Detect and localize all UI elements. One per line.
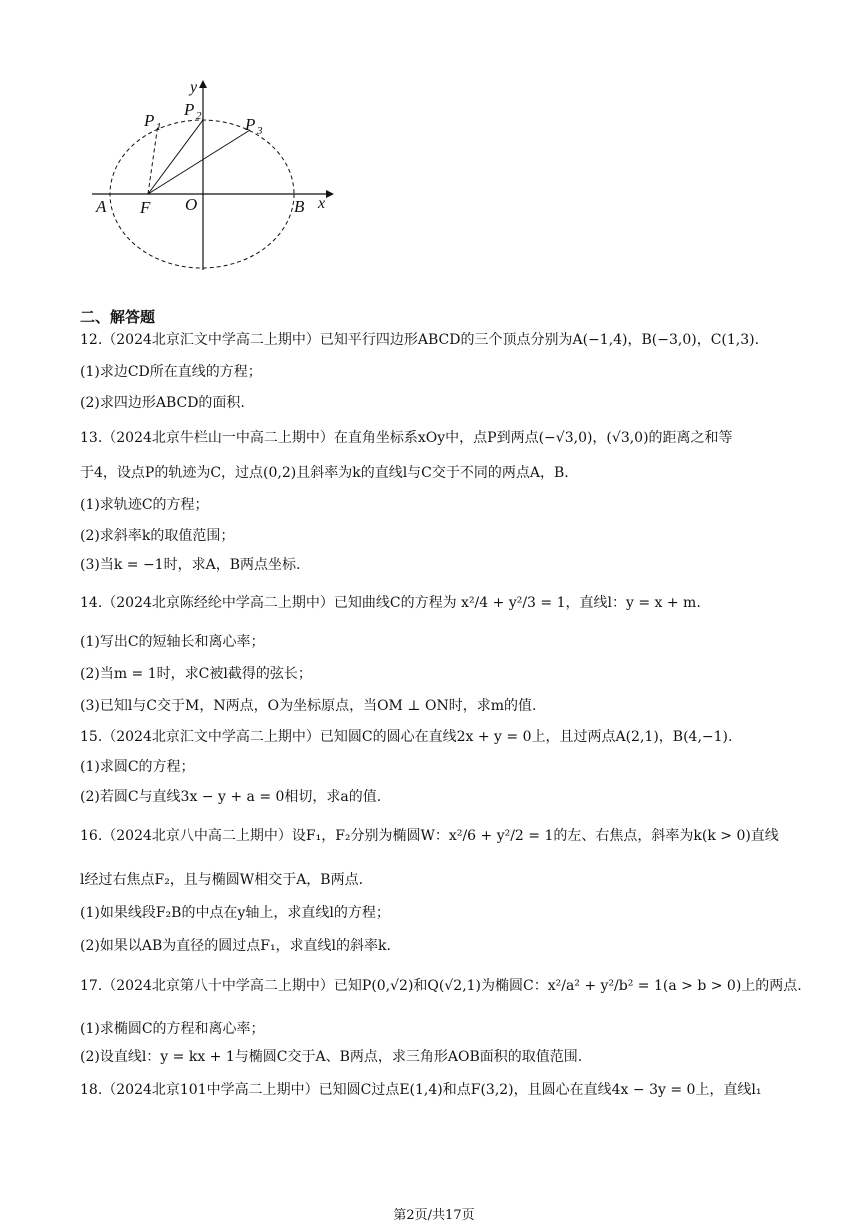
problem-line: (1)如果线段F₂B的中点在y轴上，求直线l的方程； bbox=[80, 905, 390, 921]
problem-line: 12.（2024北京汇文中学高二上期中）已知平行四边形ABCD的三个顶点分别为A(−1,4)，B(−3,0)，C(1,3). bbox=[80, 332, 760, 348]
label-f: F bbox=[140, 198, 151, 217]
problem-line: 15.（2024北京汇文中学高二上期中）已知圆C的圆心在直线2x + y = 0上，且过两点A(2,1)，B(4,−1). bbox=[80, 729, 733, 745]
y-axis-arrow bbox=[199, 80, 207, 88]
label-p1: P bbox=[144, 111, 155, 130]
problem-line: 13.（2024北京牛栏山一中高二上期中）在直角坐标系xOy中，点P到两点(−√3,0)，(√3,0)的距离之和等 bbox=[80, 430, 733, 446]
problem-line: (2)求斜率k的取值范围； bbox=[80, 528, 235, 544]
problem-line: (1)求椭圆C的方程和离心率； bbox=[80, 1021, 265, 1037]
label-p1-sub: 1 bbox=[156, 121, 162, 133]
label-p2-sub: 2 bbox=[196, 110, 202, 122]
page-footer: 第2页/共17页 bbox=[393, 1208, 475, 1223]
problem-line: (1)求轨迹C的方程； bbox=[80, 497, 209, 513]
label-y: y bbox=[190, 79, 198, 96]
problem-line: (2)当m = 1时，求C被l截得的弦长； bbox=[80, 666, 312, 682]
section-title: 二、解答题 bbox=[80, 308, 156, 326]
label-x: x bbox=[318, 195, 326, 212]
ellipse-figure bbox=[80, 70, 350, 280]
problem-line: (1)求边CD所在直线的方程； bbox=[80, 364, 262, 380]
segment-fp1 bbox=[148, 124, 158, 194]
problem-line: l经过右焦点F₂，且与椭圆W相交于A，B两点. bbox=[80, 872, 364, 888]
label-b: B bbox=[294, 197, 305, 216]
problem-line: 16.（2024北京八中高二上期中）设F₁，F₂分别为椭圆W：x²/6 + y²/2 = 1的左、右焦点，斜率为k(k > 0)直线 bbox=[80, 828, 779, 844]
problem-line: (1)求圆C的方程； bbox=[80, 759, 195, 775]
label-a: A bbox=[96, 197, 107, 216]
problem-line: 17.（2024北京第八十中学高二上期中）已知P(0,√2)和Q(√2,1)为椭圆C：x²/a² + y²/b² = 1(a > b > 0)上的两点. bbox=[80, 978, 802, 994]
label-p3: P bbox=[245, 115, 256, 134]
problem-line: 14.（2024北京陈经纶中学高二上期中）已知曲线C的方程为 x²/4 + y²/3 = 1，直线l：y = x + m. bbox=[80, 595, 701, 611]
problem-line: (2)若圆C与直线3x − y + a = 0相切，求a的值. bbox=[80, 789, 382, 805]
x-axis-arrow bbox=[326, 190, 334, 198]
label-p3-sub: 3 bbox=[257, 125, 263, 137]
problem-line: 于4，设点P的轨迹为C，过点(0,2)且斜率为k的直线l与C交于不同的两点A，B. bbox=[80, 465, 569, 481]
segment-fp3 bbox=[148, 130, 250, 194]
label-p2: P bbox=[184, 100, 195, 119]
label-o: O bbox=[185, 195, 198, 214]
problem-line: (2)设直线l：y = kx + 1与椭圆C交于A、B两点，求三角形AOB面积的取值范围. bbox=[80, 1049, 583, 1065]
problem-line: 18.（2024北京101中学高二上期中）已知圆C过点E(1,4)和点F(3,2)，且圆心在直线4x − 3y = 0上，直线l₁ bbox=[80, 1082, 762, 1098]
problem-line: (2)如果以AB为直径的圆过点F₁，求直线l的斜率k. bbox=[80, 938, 391, 954]
problem-line: (3)当k = −1时，求A，B两点坐标. bbox=[80, 557, 301, 573]
problem-line: (2)求四边形ABCD的面积. bbox=[80, 395, 245, 411]
problem-line: (3)已知l与C交于M，N两点，O为坐标原点，当OM ⊥ ON时，求m的值. bbox=[80, 698, 537, 714]
problem-line: (1)写出C的短轴长和离心率； bbox=[80, 634, 265, 650]
